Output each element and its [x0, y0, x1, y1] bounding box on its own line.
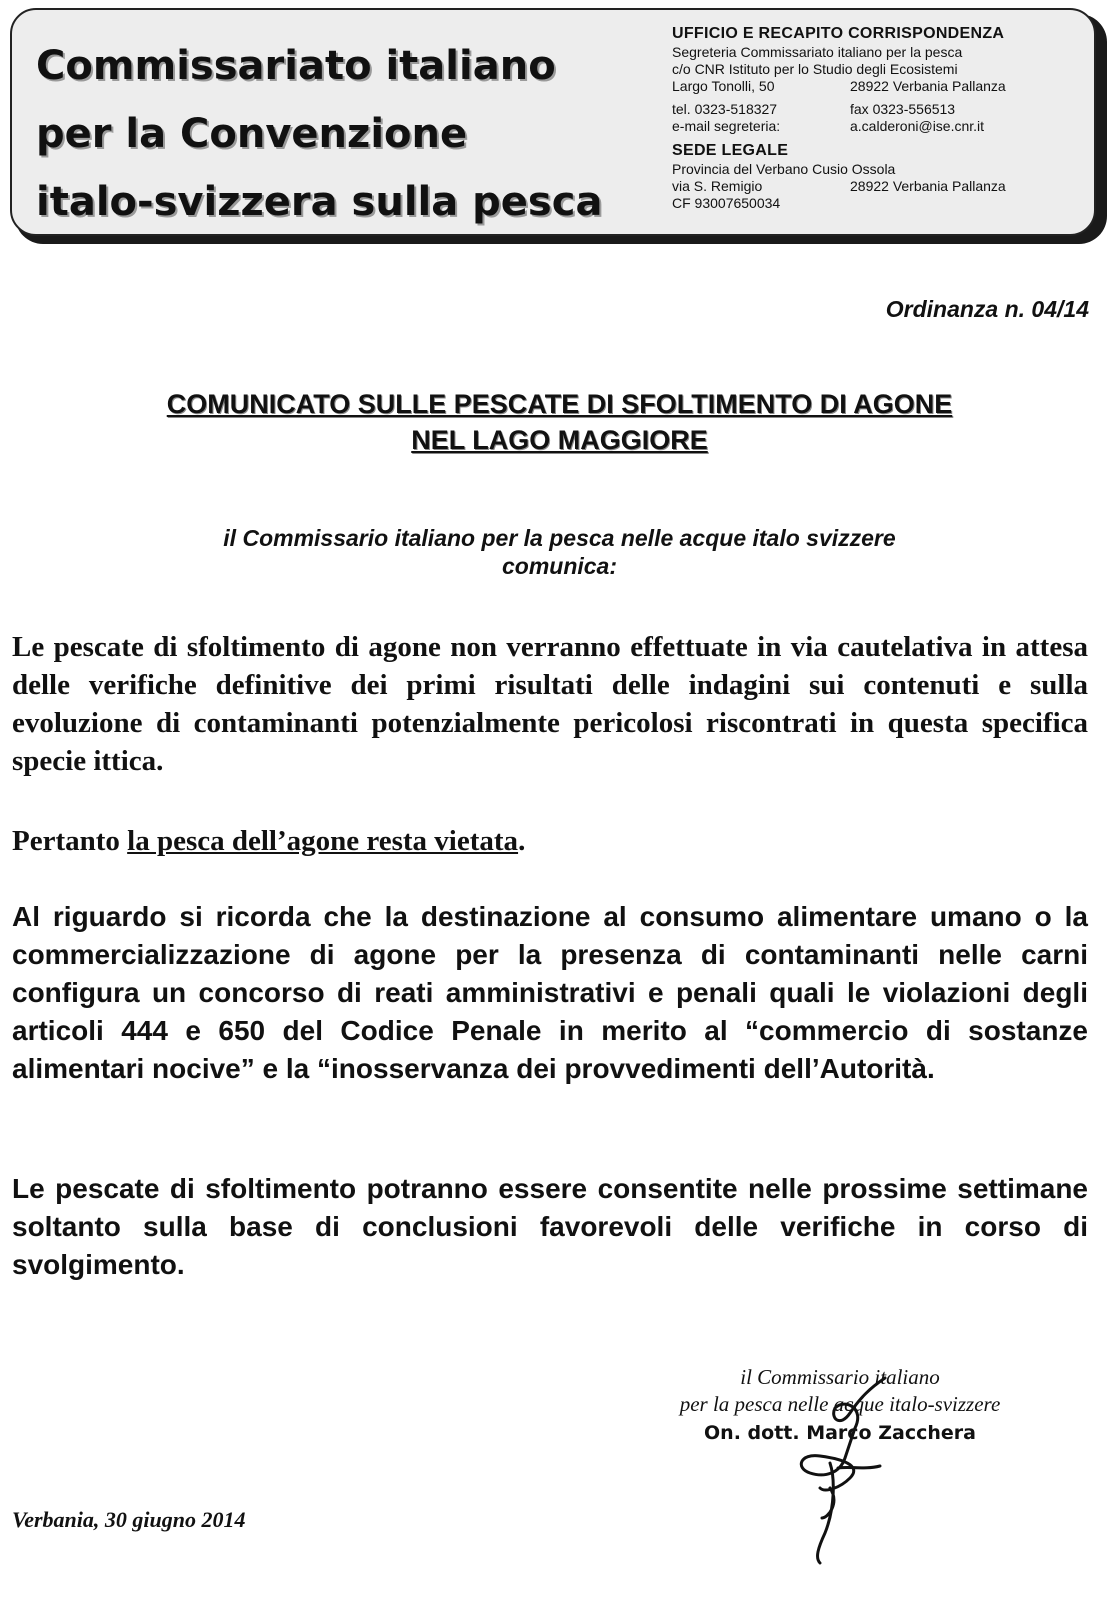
legal-line: Provincia del Verbano Cusio Ossola [672, 161, 896, 177]
legal-address [672, 178, 1082, 195]
prohibition-statement: la pesca dell’agone resta vietata [127, 825, 519, 857]
office-street: Largo Tonolli, 50 [672, 78, 775, 94]
org-title-line: italo-svizzera sulla pesca [36, 179, 603, 225]
title-line: NEL LAGO MAGGIORE [411, 425, 708, 455]
organization-title [36, 32, 656, 236]
paragraph-future-fishing: Le pescate di sfoltimento potranno essere consentite nelle prossime settimane soltanto sulla base di conclusioni favorevoli delle verifiche in corso di svolgimento. [12, 1173, 1088, 1280]
legal-heading: SEDE LEGALE [672, 142, 789, 159]
signatory-role-detail: per la pesca nelle acque italo-svizzere [679, 1392, 1001, 1416]
signatory-role: il Commissario italiano [740, 1365, 940, 1389]
legal-street: via S. Remigio [672, 178, 763, 194]
subtitle-line: il Commissario italiano per la pesca nelle acque italo svizzere [223, 525, 896, 551]
office-city: 28922 Verbania Pallanza [850, 78, 1006, 94]
paragraph-legal-warning: Al riguardo si ricorda che la destinazione al consumo alimentare umano o la commercializzazione di agone per la presenza di contaminanti nelle carni configura un concorso di reati amministrativi e penali quali le violazioni degli articoli 444 e 650 del Codice Penale in merito al “commercio di sostanze alimentari nocive” e la “inosservanza dei provvedimenti dell’Autorità. [12, 901, 1088, 1084]
ordinance-number: Ordinanza n. 04/14 [885, 296, 1089, 322]
office-address [672, 78, 1082, 95]
email-label: e-mail segreteria: [672, 118, 781, 134]
announcement-intro [0, 524, 1119, 580]
legal-city: 28922 Verbania Pallanza [850, 178, 1006, 194]
document-title [0, 386, 1119, 458]
office-line: c/o CNR Istituto per lo Studio degli Ecosistemi [672, 61, 958, 77]
telephone: tel. 0323-518327 [672, 101, 778, 117]
email-address: a.calderoni@ise.cnr.it [850, 118, 985, 134]
handwritten-signature [790, 1368, 900, 1568]
subtitle-line: comunica: [501, 553, 618, 579]
tax-code: CF 93007650034 [672, 195, 781, 211]
signatory-name: On. dott. Marco Zacchera [704, 1422, 976, 1444]
prohibition-prefix: Pertanto [12, 825, 128, 857]
org-title-line: Commissariato italiano [36, 43, 556, 89]
email-line [672, 118, 1082, 135]
prohibition-suffix: . [518, 825, 526, 857]
title-line: COMUNICATO SULLE PESCATE DI SFOLTIMENTO DI AGONE [166, 389, 953, 419]
paragraph-suspension: Le pescate di sfoltimento di agone non verranno effettuate in via cautelativa in attesa delle verifiche definitive dei primi risultati delle indagini sui contenuti e sulla evoluzione di contaminanti potenzialmente pericolosi riscontrati in questa specifica specie ittica. [12, 631, 1088, 777]
office-heading: UFFICIO E RECAPITO CORRISPONDENZA [672, 25, 1005, 42]
document-date: Verbania, 30 giugno 2014 [12, 1507, 246, 1532]
org-title-line: per la Convenzione [36, 111, 468, 157]
letterhead [10, 8, 1096, 236]
contact-block [672, 24, 1082, 212]
phone-fax [672, 101, 1082, 118]
paragraph-prohibition [12, 822, 1088, 860]
office-line: Segreteria Commissariato italiano per la pesca [672, 44, 963, 60]
fax: fax 0323-556513 [850, 101, 956, 117]
